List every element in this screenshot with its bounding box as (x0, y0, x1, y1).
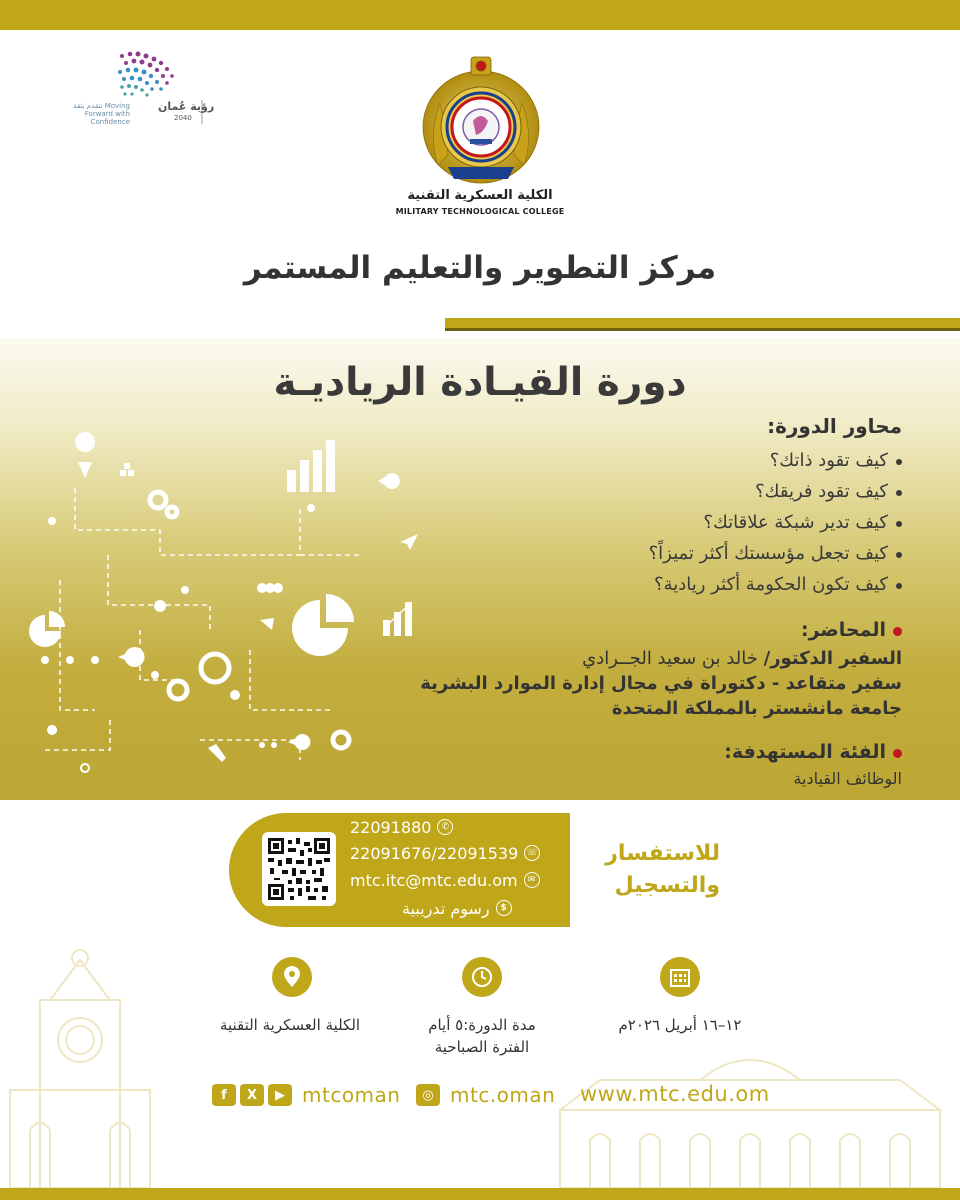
lecturer-label: المحاضر: (801, 619, 886, 641)
list-item (422, 445, 902, 476)
course-date: ١٢–١٦ أبريل ٢٠٢٦م (618, 1016, 742, 1034)
bullet-dot (896, 521, 902, 527)
axes-heading: محاور الدورة: (767, 414, 902, 438)
red-bullet (893, 627, 902, 636)
bullet-dot (896, 490, 902, 496)
gold-rule (445, 318, 960, 328)
x-twitter-icon[interactable]: X (240, 1084, 264, 1106)
social-handle-mtcoman[interactable]: mtcoman (302, 1083, 401, 1107)
whatsapp-number: 22091880 (350, 817, 432, 837)
axis-text: كيف تكون الحكومة أكثر ريادية؟ (654, 574, 888, 595)
whatsapp-contact[interactable] (350, 816, 453, 838)
decorative-network-graphic (0, 430, 440, 790)
bullet-dot (896, 583, 902, 589)
target-label-row (724, 741, 902, 763)
inquiry-line-1: للاستفسار (605, 841, 720, 866)
college-name-arabic: الكلية العسكرية التقنية (407, 188, 553, 203)
list-item (422, 507, 902, 538)
email-icon: ✉ (524, 872, 540, 888)
facebook-icon[interactable]: f (212, 1084, 236, 1106)
vision-arabic-text: رؤية عُمان (158, 100, 215, 113)
location-icon (282, 965, 302, 989)
email-contact[interactable] (350, 869, 540, 891)
center-name: مركز التطوير والتعليم المستمر (243, 250, 717, 286)
bullet-dot (896, 552, 902, 558)
lecturer-bio: سفير متقاعد - دكتوراة في مجال إدارة الموارد البشرية (420, 673, 902, 694)
whatsapp-icon: ✆ (437, 819, 453, 835)
target-audience: الوظائف القيادية (793, 769, 902, 788)
target-label: الفئة المستهدفة: (724, 741, 886, 763)
website-link[interactable]: www.mtc.edu.om (580, 1082, 770, 1106)
list-item (422, 538, 902, 569)
calendar-icon-circle (660, 957, 700, 997)
lecturer-name-line (582, 648, 902, 669)
social-handle-mtc-oman[interactable]: mtc.oman (450, 1083, 556, 1107)
youtube-icon[interactable]: ▶ (268, 1084, 292, 1106)
calendar-icon (669, 966, 691, 988)
mtc-emblem-logo (418, 55, 544, 187)
lecturer-university: جامعة مانشستر بالمملكة المتحدة (611, 698, 902, 719)
qr-code-icon[interactable] (268, 838, 330, 900)
dollar-icon: $ (496, 900, 512, 916)
fees-row (402, 897, 512, 919)
top-gold-bar (0, 0, 960, 30)
lecturer-title: السفير الدكتور/ (763, 648, 902, 669)
axis-text: كيف تقود ذاتك؟ (769, 450, 888, 471)
email-address: mtc.itc@mtc.edu.om (350, 870, 518, 890)
phone-icon: ☏ (524, 845, 540, 861)
axis-text: كيف تجعل مؤسستك أكثر تميزاً؟ (648, 543, 888, 564)
college-name-english: MILITARY TECHNOLOGICAL COLLEGE (395, 207, 565, 216)
course-duration: مدة الدورة:٥ أيام (428, 1016, 536, 1034)
course-title: دورة القيـادة الرياديـة (273, 360, 687, 405)
dark-rule (445, 328, 960, 331)
list-item (422, 569, 902, 600)
phone-contact[interactable] (350, 842, 540, 864)
list-item (422, 476, 902, 507)
axes-list (422, 445, 902, 600)
bottom-gold-bar (0, 1188, 960, 1200)
vision-year: 2040 (174, 114, 192, 122)
bullet-dot (896, 459, 902, 465)
social-row-1 (212, 1082, 400, 1108)
fees-text: رسوم تدريبية (402, 898, 490, 918)
axis-text: كيف تقود فريقك؟ (755, 481, 888, 502)
clock-icon-circle (462, 957, 502, 997)
lecturer-label-row (801, 619, 902, 641)
lecturer-name: خالد بن سعيد الجــرادي (582, 648, 764, 669)
phone-numbers: 22091676/22091539 (350, 843, 519, 863)
course-time: الفترة الصباحية (434, 1038, 530, 1056)
inquiry-heading (590, 838, 720, 902)
vision-tagline: نتقدم بثقة Moving Forward with Confidence (73, 102, 130, 126)
clock-icon (470, 965, 494, 989)
red-bullet (893, 749, 902, 758)
instagram-icon[interactable]: ◎ (416, 1084, 440, 1106)
inquiry-line-2: والتسجيل (614, 873, 720, 898)
social-row-2 (416, 1082, 555, 1108)
course-location: الكلية العسكرية التقنية (219, 1016, 361, 1034)
axis-text: كيف تدير شبكة علاقاتك؟ (703, 512, 888, 533)
location-icon-circle (272, 957, 312, 997)
